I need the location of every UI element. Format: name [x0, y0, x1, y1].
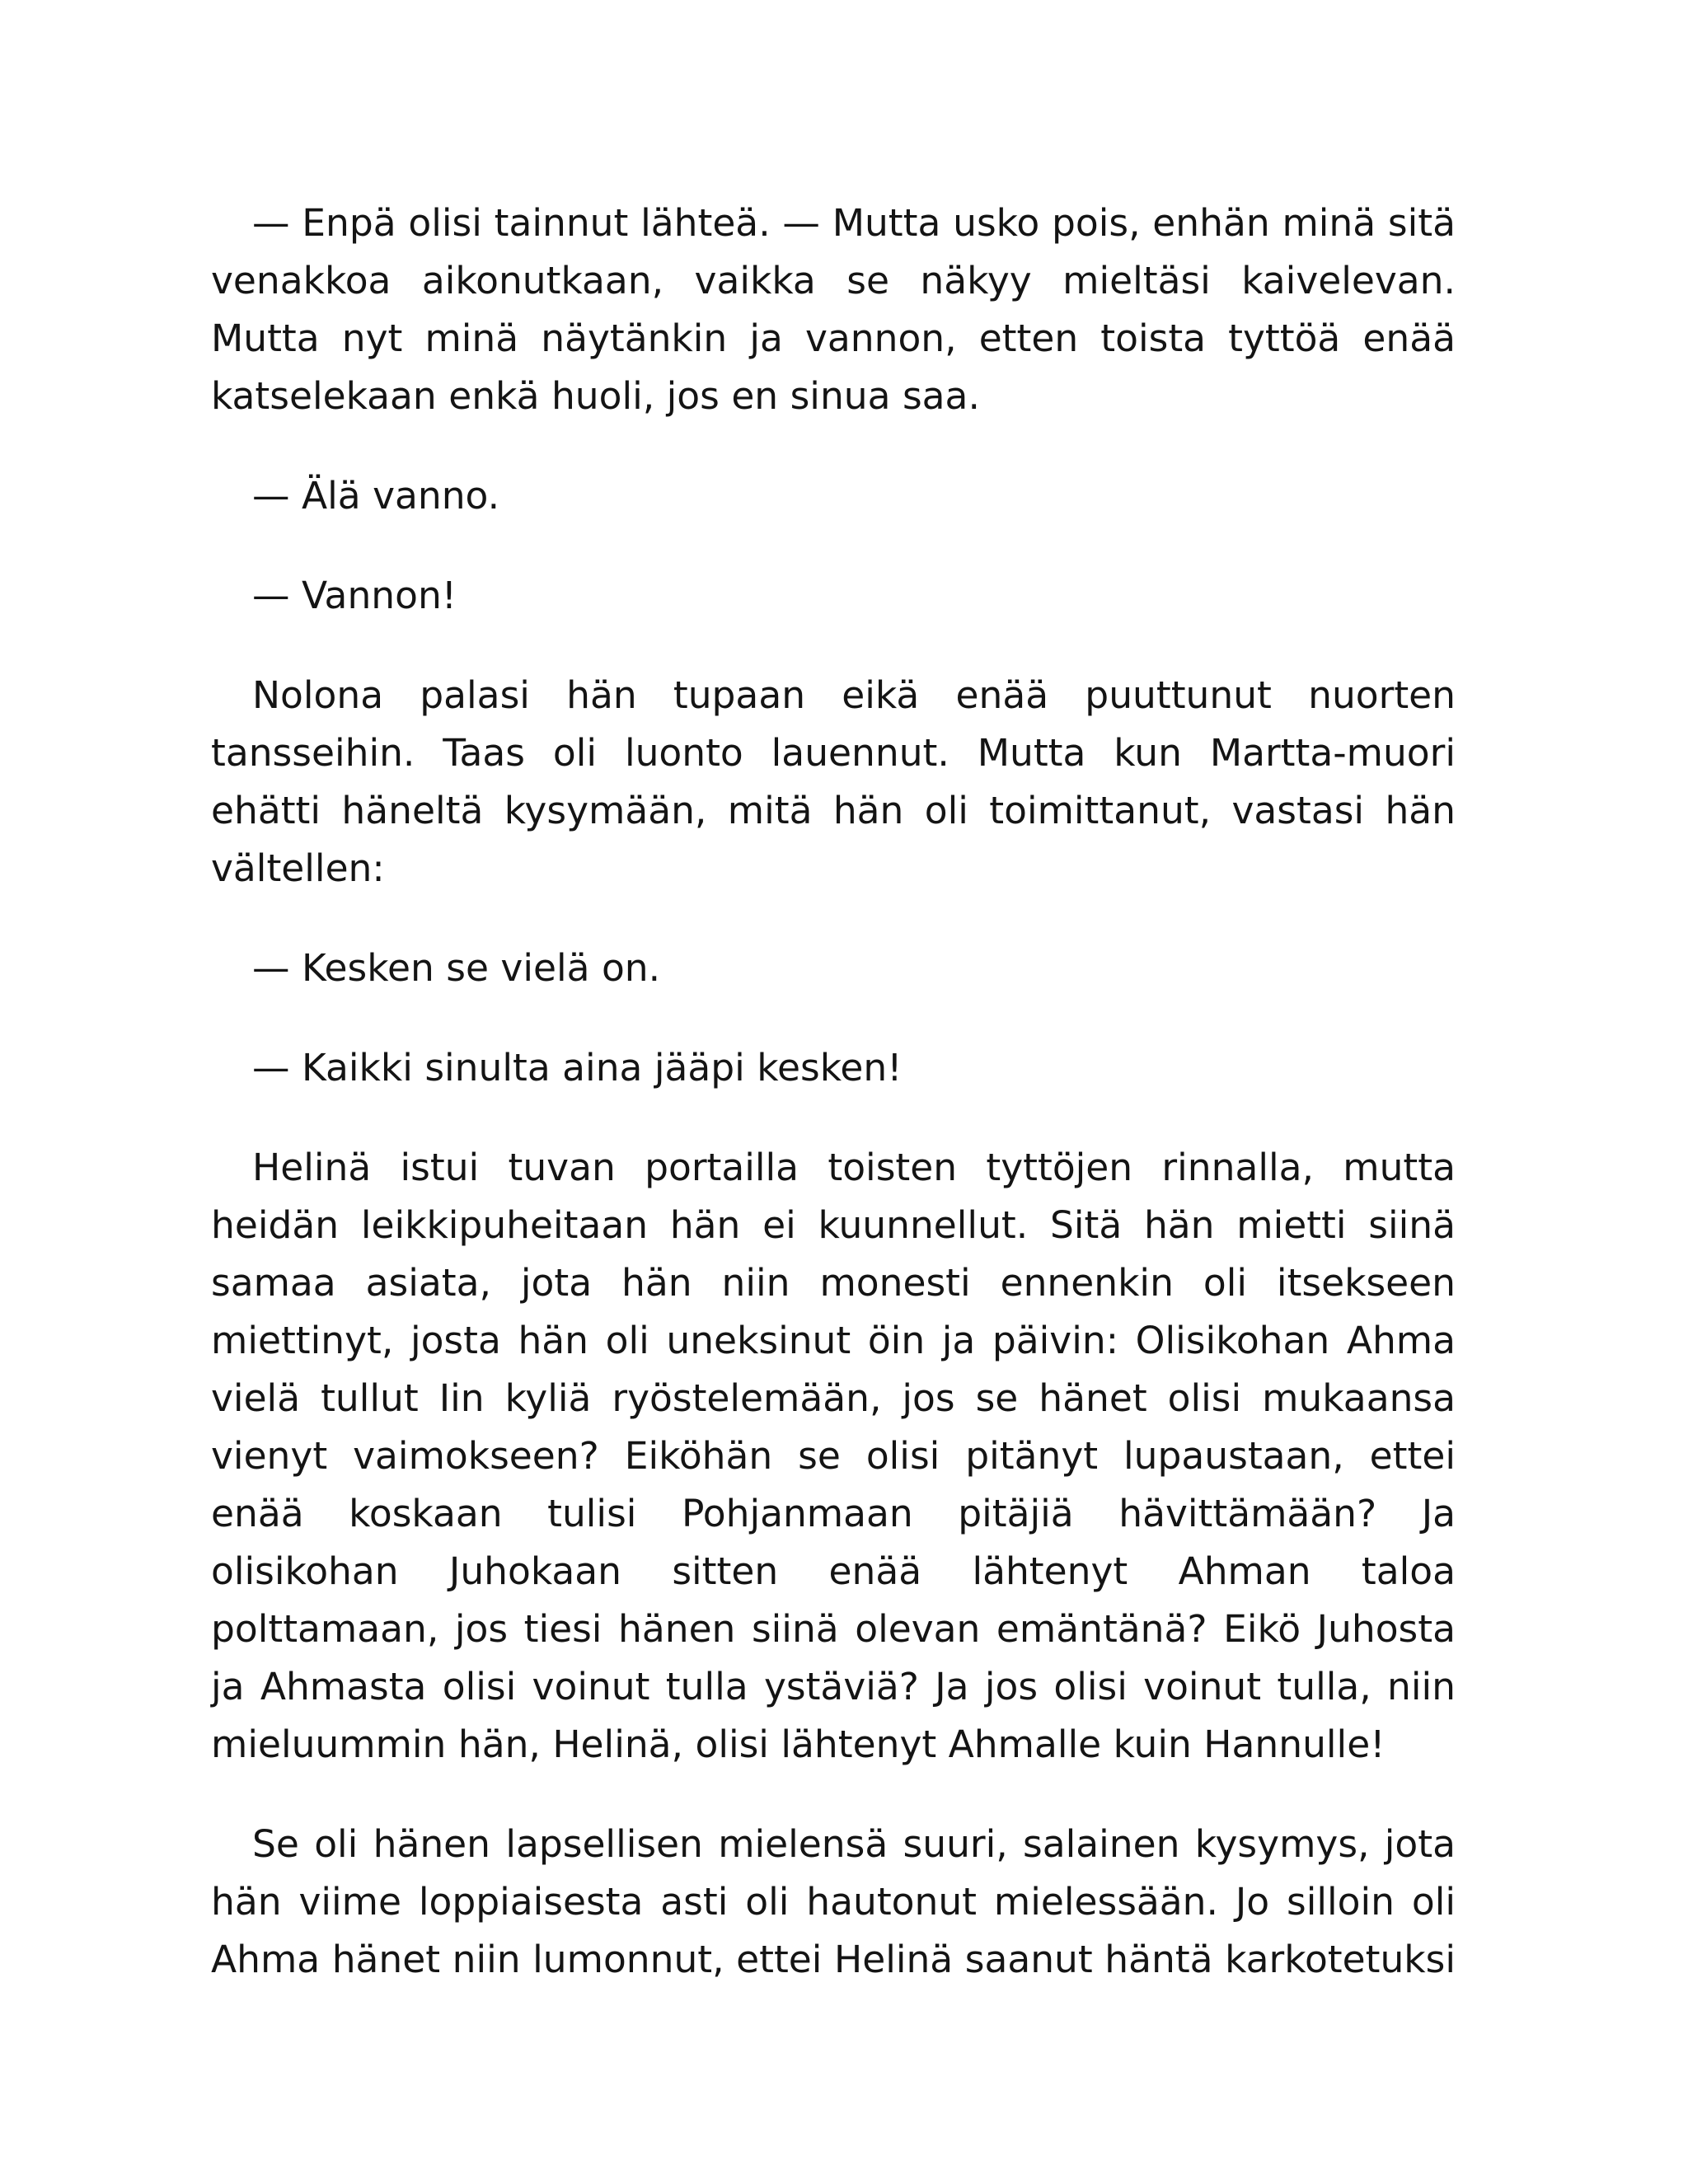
paragraph-5: — Kesken se vielä on. [252, 946, 661, 990]
paragraph-6: — Kaikki sinulta aina jääpi kesken! [252, 1046, 903, 1090]
paragraph-4: Nolona palasi hän tupaan eikä enää puuttunut nuorten tansseihin. Taas oli luonto lauennut. Mutta kun Martta-muori ehätti häneltä kysymään, mitä hän oli toimittanut, vastasi hän vältellen: [211, 673, 1456, 890]
paragraph-1: — Enpä olisi tainnut lähteä. — Mutta usko pois, enhän minä sitä venakkoa aikonutkaan, vaikka se näkyy mieltäsi kaivelevan. Mutta nyt minä näytänkin ja vannon, etten toista tyttöä enää katselekaan enkä huoli, jos en sinua saa. [211, 201, 1456, 418]
paragraph-8: Se oli hänen lapsellisen mielensä suuri, salainen kysymys, jota hän viime loppiaisesta asti oli hautonut mielessään. Jo silloin oli Ahma hänet niin lumonnut, ettei Helinä saanut häntä karkotetuksi [211, 1822, 1456, 1981]
paragraph-3: — Vannon! [252, 574, 457, 617]
paragraph-2: — Älä vanno. [252, 474, 500, 518]
document-page [211, 194, 1456, 1989]
paragraph-7: Helinä istui tuvan portailla toisten tyttöjen rinnalla, mutta heidän leikkipuheitaan hän ei kuunnellut. Sitä hän mietti siinä samaa asiata, jota hän niin monesti ennenkin oli itsekseen miettinyt, josta hän oli uneksinut öin ja päivin: Olisikohan Ahma vielä tullut Iin kyliä ryöstelemään, jos se hänet olisi mukaansa vienyt vaimokseen? Eiköhän se olisi pitänyt lupaustaan, ettei enää koskaan tulisi Pohjanmaan pitäjiä hävittämään? Ja olisikohan Juhokaan sitten enää lähtenyt Ahman taloa polttamaan, jos tiesi hänen siinä olevan emäntänä? Eikö Juhosta ja Ahmasta olisi voinut tulla ystäviä? Ja jos olisi voinut tulla, niin mieluummin hän, Helinä, olisi lähtenyt Ahmalle kuin Hannulle! [211, 1146, 1456, 1766]
